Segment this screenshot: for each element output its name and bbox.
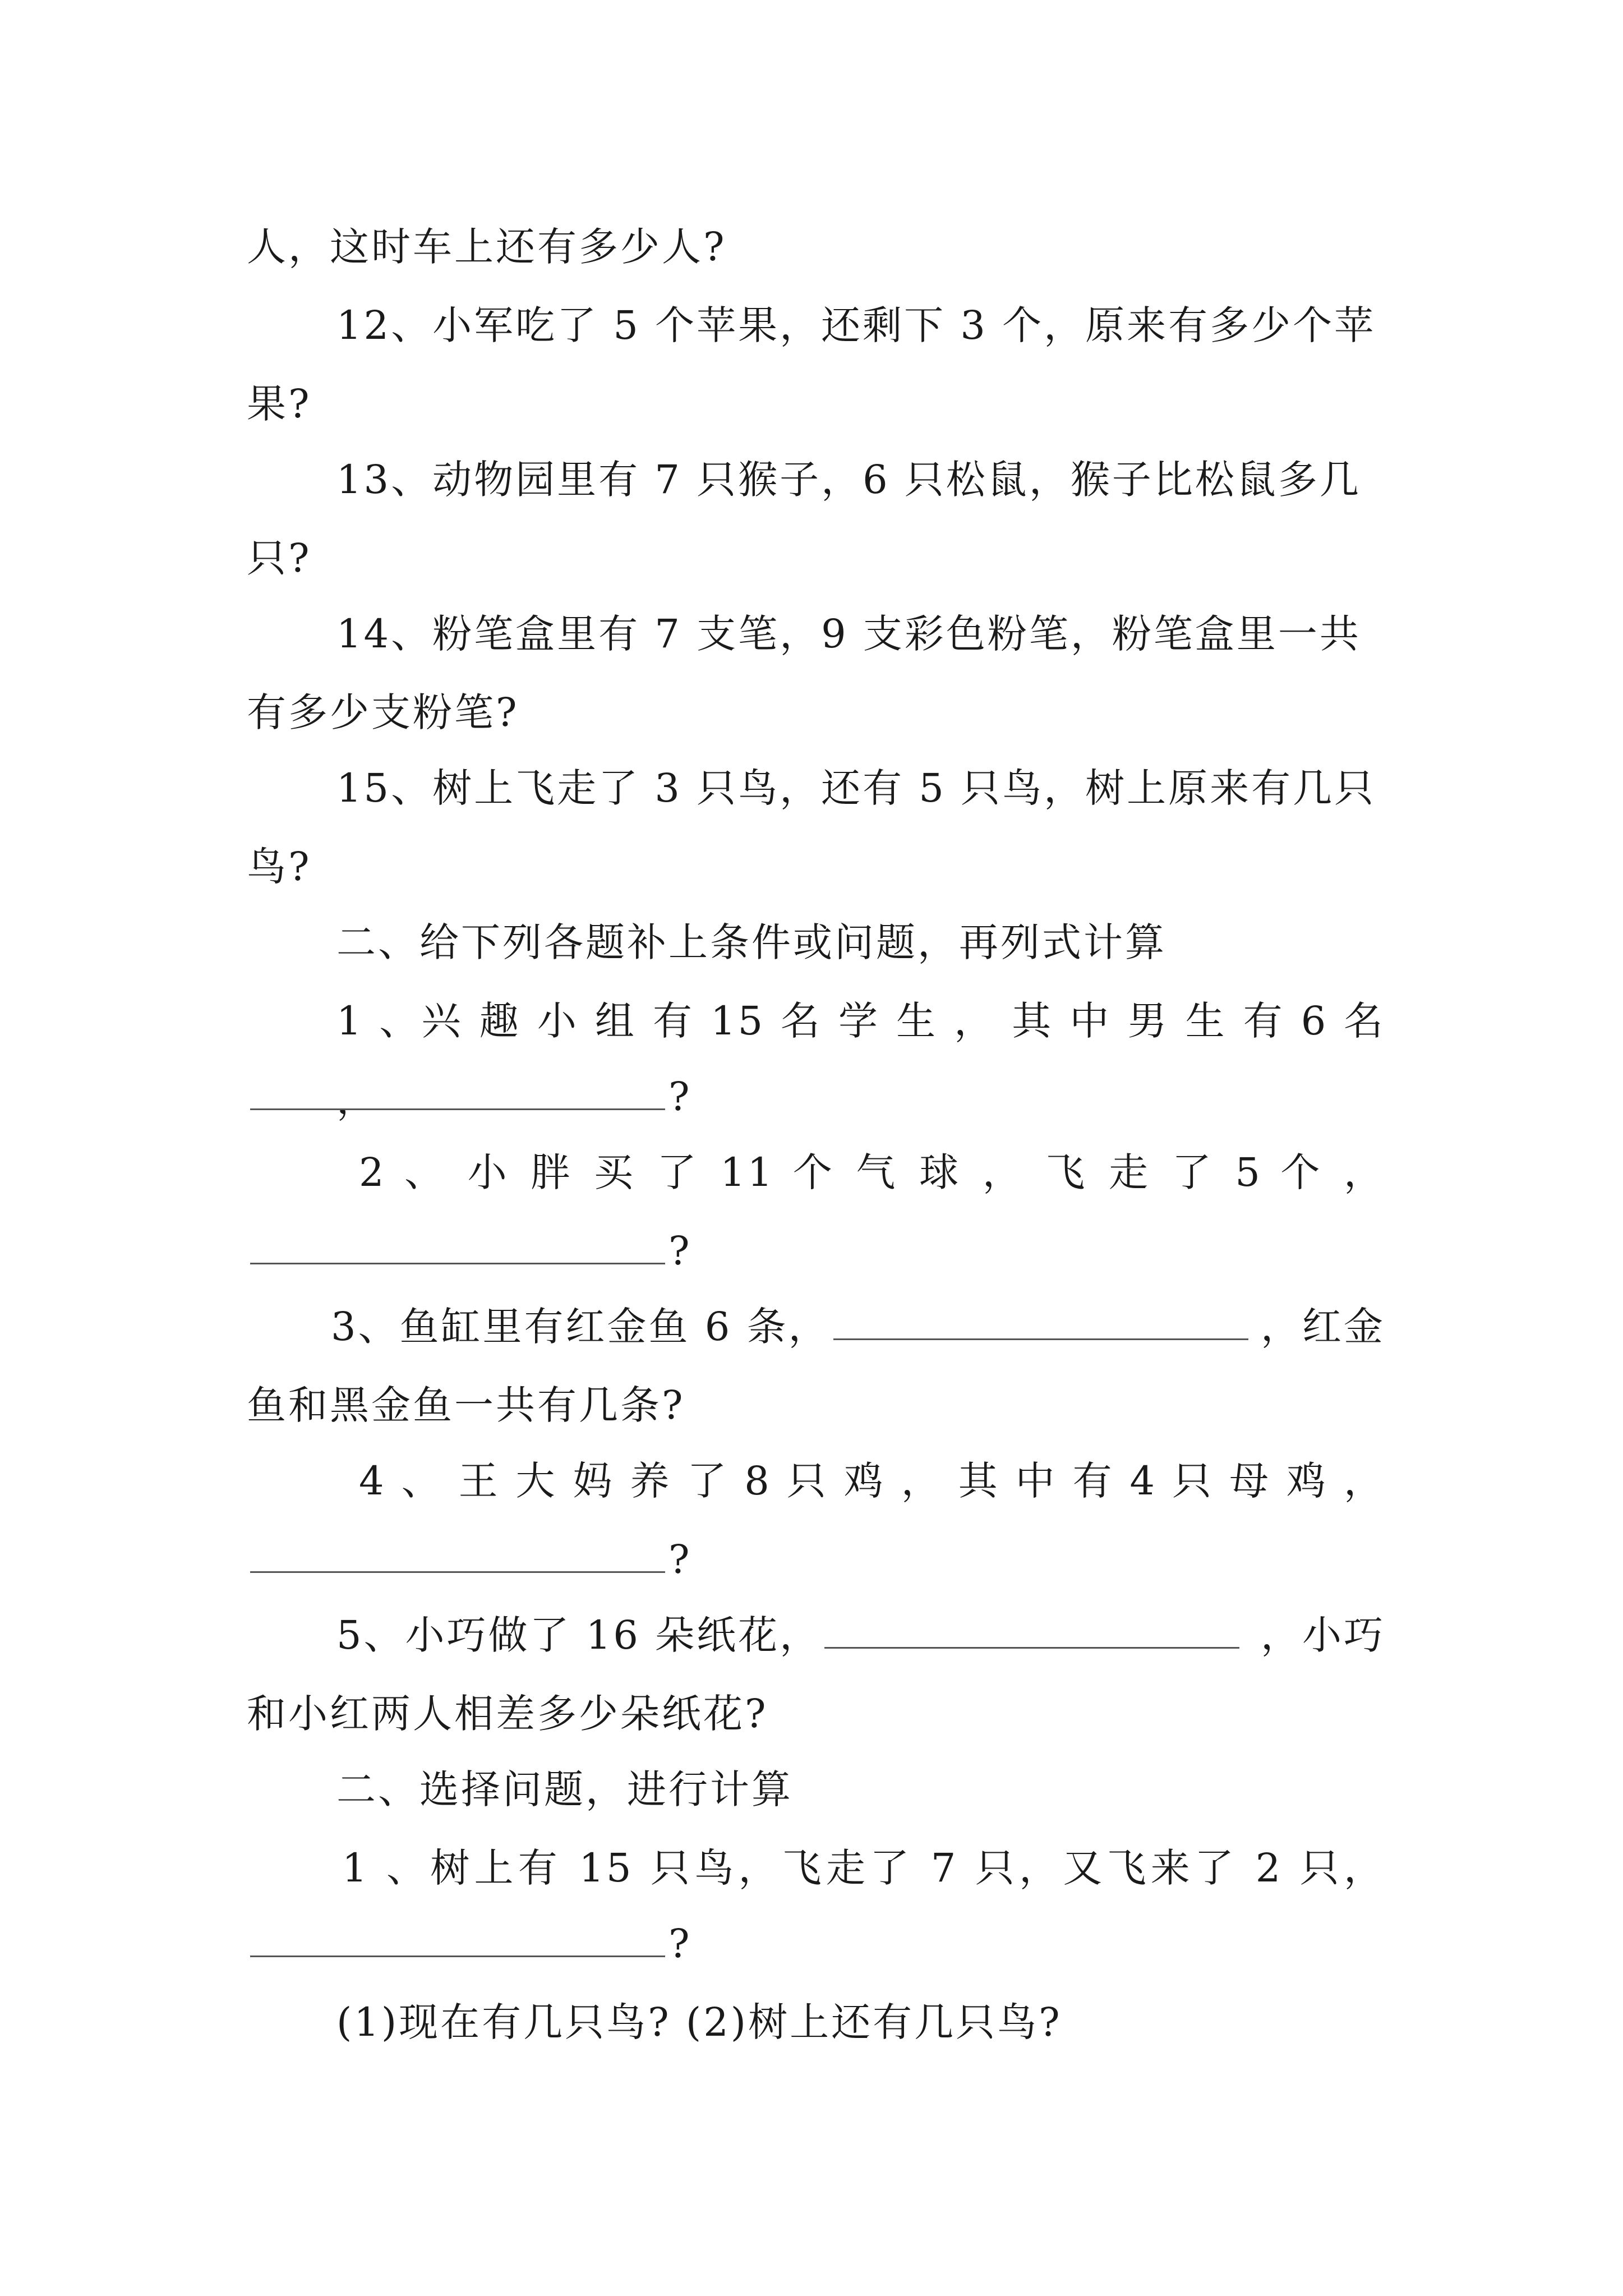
text-line: 果? (247, 381, 312, 427)
fill-question-5 (336, 1596, 1385, 1674)
question-text: 5、小巧做了 16 朵纸花， (336, 1612, 822, 1658)
answer-line (247, 1212, 1385, 1290)
text-line: 有多少支粉笔? (247, 689, 519, 735)
section-heading: 二、给下列各题补上条件或问题，再列式计算 (336, 919, 1166, 965)
question-12: 12、小军吃了 5 个苹果，还剩下 3 个，原来有多少个苹 (336, 302, 1376, 348)
fill-question-4: 4 、 王 大 妈 养 了 8 只 鸡 ， 其 中 有 4 只 母 鸡 ， (359, 1458, 1385, 1504)
text-line: 只? (247, 535, 312, 581)
question-text: ，红金 (1261, 1304, 1385, 1350)
question-mark: ? (668, 1228, 692, 1274)
answer-blank[interactable] (250, 1523, 665, 1573)
question-13: 13、动物园里有 7 只猴子，6 只松鼠，猴子比松鼠多几 (336, 457, 1361, 503)
text-line: 鱼和黑金鱼一共有几条? (247, 1382, 685, 1428)
choice-options: (1)现在有几只鸟? (2)树上还有几只鸟? (336, 1999, 1062, 2045)
fill-question-1: 1 、兴 趣 小 组 有 15 名 学 生 ， 其 中 男 生 有 6 名 ， (336, 998, 1385, 1122)
answer-blank[interactable] (824, 1599, 1239, 1649)
answer-line (247, 1904, 1385, 1983)
question-mark: ? (668, 1536, 692, 1582)
question-15: 15、树上飞走了 3 只鸟，还有 5 只鸟，树上原来有几只 (336, 765, 1376, 811)
text-line: 鸟? (247, 844, 312, 890)
text-line: 和小红两人相差多少朵纸花? (247, 1691, 768, 1737)
fill-question-2: 2 、 小 胖 买 了 11 个 气 球 ， 飞 走 了 5 个 ， (359, 1149, 1385, 1195)
choice-question-1: 1 、树上有 15 只鸟，飞走了 7 只，又飞来了 2 只， (342, 1845, 1385, 1891)
answer-blank[interactable] (250, 1060, 665, 1110)
answer-blank[interactable] (250, 1907, 665, 1957)
section-heading: 二、选择问题，进行计算 (336, 1766, 793, 1812)
answer-blank[interactable] (250, 1214, 665, 1264)
question-14: 14、粉笔盒里有 7 支笔，9 支彩色粉笔，粉笔盒里一共 (336, 611, 1361, 657)
answer-line (247, 1057, 1385, 1136)
question-text: ，小巧 (1261, 1612, 1385, 1658)
text-line: 人，这时车上还有多少人? (247, 224, 727, 270)
answer-blank[interactable] (833, 1290, 1248, 1340)
question-mark: ? (668, 1921, 692, 1967)
question-text: 3、鱼缸里有红金鱼 6 条， (331, 1304, 830, 1350)
answer-line (247, 1520, 1385, 1599)
question-mark: ? (668, 1074, 692, 1120)
fill-question-3 (331, 1287, 1385, 1366)
